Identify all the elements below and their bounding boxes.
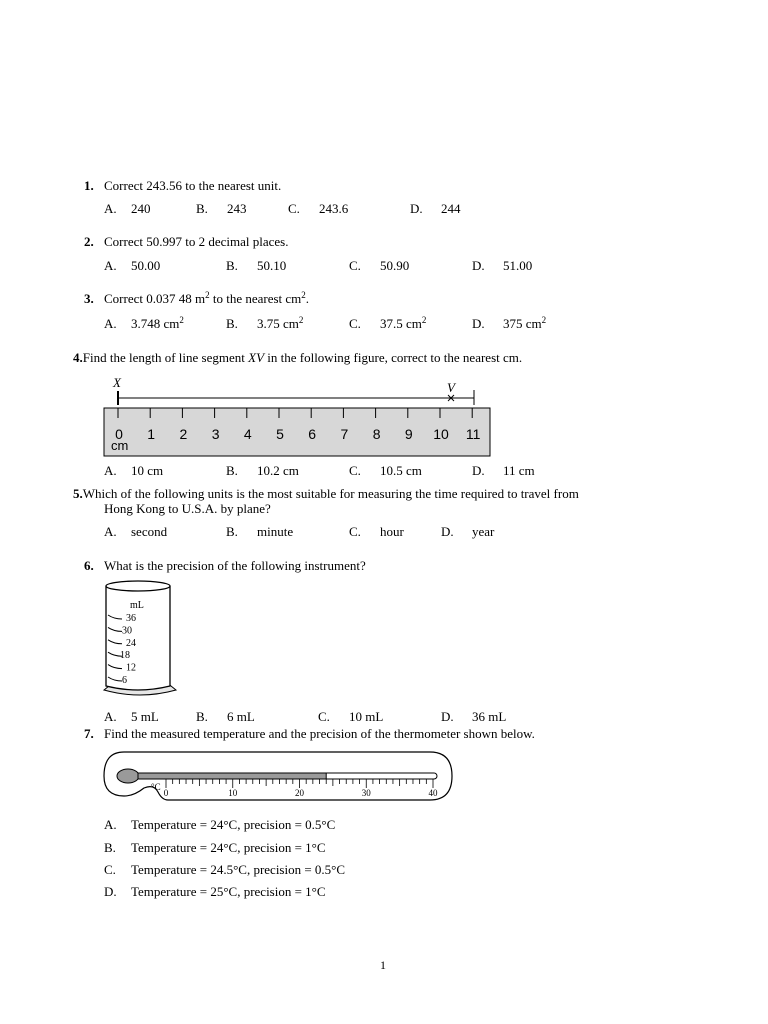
option-letter: B. — [104, 840, 116, 855]
question-text: 5.Which of the following units is the most suitable for measuring the time required to travel from — [73, 486, 579, 501]
question-text: Find the measured temperature and the precision of the thermometer shown below. — [104, 726, 535, 741]
mercury-column — [138, 773, 326, 779]
option-letter: A. — [104, 817, 117, 832]
option-letter: B. — [196, 201, 208, 216]
cylinder-label: 18 — [120, 650, 130, 662]
option-letter: A. — [104, 316, 117, 331]
ruler-number: 9 — [404, 426, 413, 442]
ruler-number: 7 — [340, 426, 349, 442]
page-number: 1 — [380, 958, 386, 972]
option-text: 50.00 — [131, 258, 161, 273]
option-letter: C. — [104, 862, 116, 877]
option-text: 11 cm — [503, 463, 535, 478]
option-letter: D. — [472, 463, 485, 478]
point-x-label: X — [113, 375, 121, 390]
thermometer-unit-label: °C — [151, 782, 161, 792]
ruler-number: 0 — [115, 426, 123, 442]
option-text: 375 $cm^2$ — [503, 315, 547, 331]
option-letter: C. — [349, 316, 361, 331]
option-text: 37.5 $cm^2$ — [380, 315, 427, 331]
option-letter: C. — [318, 709, 330, 724]
ruler-number: 4 — [243, 426, 252, 442]
thermometer-label: 10 — [228, 788, 238, 798]
ruler-number: 1 — [147, 426, 156, 442]
cylinder-label: 12 — [126, 662, 136, 674]
option-text: minute — [257, 524, 294, 539]
option-text: 3.748 $cm^2$ — [131, 315, 184, 331]
option-text: 10.2 cm — [257, 463, 299, 478]
option-text: Temperature = 25°C, precision = 1°C — [131, 884, 326, 899]
option-letter: D. — [441, 524, 454, 539]
question-number: 7. — [84, 726, 94, 741]
ruler-number: 2 — [179, 426, 188, 442]
ruler-body — [104, 408, 490, 456]
cylinder-label: 30 — [122, 625, 132, 637]
ruler-number: 10 — [433, 426, 449, 442]
option-text: second — [131, 524, 168, 539]
ruler-number: 6 — [308, 426, 317, 442]
ruler-number: 3 — [211, 426, 220, 442]
option-letter: C. — [349, 524, 361, 539]
ruler-number: 8 — [372, 426, 381, 442]
option-text: Temperature = 24.5°C, precision = 0.5°C — [131, 862, 346, 877]
thermometer — [100, 748, 456, 804]
measuring-cylinder — [100, 578, 182, 702]
thermometer-label: 40 — [428, 788, 438, 798]
option-text: 243 — [227, 201, 247, 216]
option-letter: A. — [104, 463, 117, 478]
thermometer-bulb — [117, 769, 139, 783]
question-text: 4.Find the length of line segment XV in the following figure, correct to the nearest cm. — [73, 350, 523, 365]
option-letter: C. — [349, 258, 361, 273]
thermometer-label: 0 — [163, 788, 169, 798]
option-text: 50.90 — [380, 258, 410, 273]
option-text: 244 — [441, 201, 461, 216]
option-letter: B. — [226, 524, 238, 539]
option-letter: A. — [104, 201, 117, 216]
option-letter: A. — [104, 524, 117, 539]
question-text: Correct 243.56 to the nearest unit. — [104, 178, 282, 193]
option-text: 6 mL — [227, 709, 255, 724]
ruler-figure — [100, 374, 495, 460]
option-letter: B. — [226, 258, 238, 273]
thermometer-label: 30 — [361, 788, 371, 798]
cylinder-label: 6 — [122, 675, 127, 686]
question-number: 6. — [84, 558, 94, 573]
cylinder-label: 36 — [126, 613, 136, 624]
question-text: What is the precision of the following instrument? — [104, 558, 366, 573]
option-letter: B. — [226, 316, 238, 331]
option-letter: D. — [441, 709, 454, 724]
option-text: 5 mL — [131, 709, 159, 724]
option-letter: A. — [104, 258, 117, 273]
cylinder-unit-label: mL — [130, 600, 144, 611]
point-v-label: V — [447, 380, 455, 395]
option-text: 3.75 $cm^2$ — [257, 315, 304, 331]
option-text: Temperature = 24°C, precision = 0.5°C — [131, 817, 336, 832]
option-text: hour — [380, 524, 404, 539]
option-text: 240 — [131, 201, 151, 216]
option-letter: B. — [226, 463, 238, 478]
option-text: 243.6 — [319, 201, 349, 216]
option-letter: C. — [349, 463, 361, 478]
cylinder-label: 24 — [126, 637, 136, 649]
question-text: Correct 0.037 48 $m^2$ to the nearest $cm^2$. — [104, 290, 310, 306]
question-text: Correct 50.997 to 2 decimal places. — [104, 234, 289, 249]
option-text: Temperature = 24°C, precision = 1°C — [131, 840, 326, 855]
option-text: 51.00 — [503, 258, 533, 273]
option-text: 10 mL — [349, 709, 384, 724]
option-text: 50.10 — [257, 258, 287, 273]
option-text: year — [472, 524, 495, 539]
option-letter: B. — [196, 709, 208, 724]
option-text: 36 mL — [472, 709, 507, 724]
question-number: 2. — [84, 234, 94, 249]
ruler-unit-label: cm — [111, 438, 129, 453]
question-number: 1. — [84, 178, 94, 193]
cylinder-rim — [106, 581, 170, 591]
question-number: 3. — [84, 291, 94, 306]
option-letter: A. — [104, 709, 117, 724]
option-letter: D. — [472, 316, 485, 331]
option-letter: D. — [104, 884, 117, 899]
option-text: 10.5 cm — [380, 463, 422, 478]
option-letter: C. — [288, 201, 300, 216]
thermometer-label: 20 — [295, 788, 304, 798]
ruler-number: 11 — [465, 426, 481, 442]
option-letter: D. — [472, 258, 485, 273]
ruler-number: 5 — [276, 426, 284, 442]
question-text-line2: Hong Kong to U.S.A. by plane? — [104, 501, 271, 516]
option-text: 10 cm — [131, 463, 164, 478]
option-letter: D. — [410, 201, 423, 216]
